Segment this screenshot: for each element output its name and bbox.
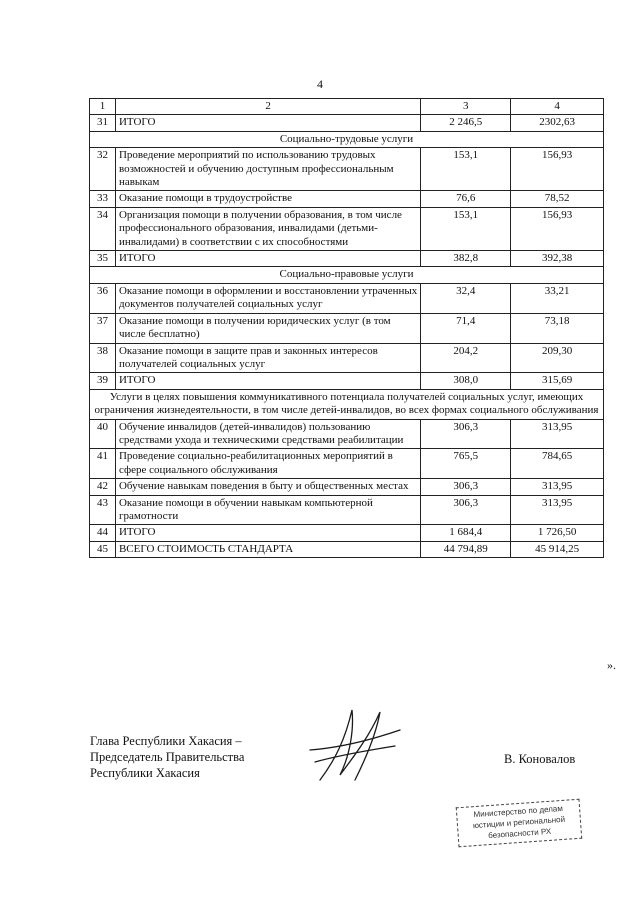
service-name: Оказание помощи в получении юридических услуг (в том числе бесплатно) [115,313,420,343]
cost-table [89,98,604,558]
closing-quote: ». [607,658,616,672]
cost-value-col4: 1 726,50 [511,525,604,541]
cost-table-body [90,99,604,558]
table-row [90,419,604,449]
table-row [90,343,604,373]
signatory-title-line: Глава Республики Хакасия – [90,734,242,748]
row-number: 45 [90,541,116,557]
table-row [90,449,604,479]
stamp-line: юстиции и региональной [472,814,566,831]
registration-stamp [456,799,583,848]
service-name: ИТОГО [115,373,420,389]
table-row [90,191,604,207]
table-row [90,251,604,267]
table-row [90,541,604,557]
section-heading-row [90,267,604,283]
handwritten-signature [300,700,410,790]
stamp-line: Министерство по делам [473,803,564,820]
service-name: Оказание помощи в оформлении и восстановлении утраченных документов получателей социальных услуг [115,283,420,313]
row-number: 33 [90,191,116,207]
cost-value-col4: 313,95 [511,495,604,525]
service-name: Проведение социально-реабилитационных мероприятий в сфере социального обслуживания [115,449,420,479]
row-number: 44 [90,525,116,541]
row-number: 43 [90,495,116,525]
row-number: 34 [90,207,116,250]
cost-value-col3: 308,0 [421,373,511,389]
section-heading: Социально-правовые услуги [90,267,604,283]
table-row [90,373,604,389]
cost-value-col3: 1 684,4 [421,525,511,541]
header-col-4: 4 [511,99,604,115]
table-row [90,313,604,343]
row-number: 31 [90,115,116,131]
stamp-line: безопасности РХ [487,826,552,840]
service-name: Обучение навыкам поведения в быту и общественных местах [115,479,420,495]
row-number: 38 [90,343,116,373]
service-name: ВСЕГО СТОИМОСТЬ СТАНДАРТА [115,541,420,557]
signatory-title-line: Республики Хакасия [90,766,200,780]
row-number: 36 [90,283,116,313]
header-col-1: 1 [90,99,116,115]
cost-value-col4: 45 914,25 [511,541,604,557]
service-name: Оказание помощи в обучении навыкам компьютерной грамотности [115,495,420,525]
cost-value-col3: 153,1 [421,207,511,250]
service-name: ИТОГО [115,251,420,267]
service-name: Организация помощи в получении образования, в том числе профессионального образования, инвалидами (детьми-инвалидами) в соответствии с их способностями [115,207,420,250]
cost-value-col4: 2302,63 [511,115,604,131]
section-heading: Социально-трудовые услуги [90,131,604,147]
section-heading-row [90,389,604,419]
cost-value-col4: 209,30 [511,343,604,373]
cost-value-col4: 313,95 [511,479,604,495]
row-number: 39 [90,373,116,389]
cost-value-col3: 76,6 [421,191,511,207]
table-row [90,479,604,495]
row-number: 37 [90,313,116,343]
cost-value-col3: 2 246,5 [421,115,511,131]
row-number: 42 [90,479,116,495]
table-row [90,148,604,191]
cost-value-col4: 156,93 [511,207,604,250]
table-row [90,115,604,131]
service-name: Обучение инвалидов (детей-инвалидов) пользованию средствами ухода и техническими средствами реабилитации [115,419,420,449]
service-name: ИТОГО [115,115,420,131]
service-name: ИТОГО [115,525,420,541]
service-name: Проведение мероприятий по использованию трудовых возможностей и обучению доступным профессиональным навыкам [115,148,420,191]
cost-value-col4: 33,21 [511,283,604,313]
row-number: 40 [90,419,116,449]
table-row [90,495,604,525]
cost-value-col3: 204,2 [421,343,511,373]
cost-value-col3: 153,1 [421,148,511,191]
cost-value-col3: 32,4 [421,283,511,313]
cost-value-col4: 156,93 [511,148,604,191]
cost-value-col4: 313,95 [511,419,604,449]
cost-value-col3: 44 794,89 [421,541,511,557]
table-row [90,207,604,250]
row-number: 35 [90,251,116,267]
cost-value-col3: 765,5 [421,449,511,479]
table-row [90,283,604,313]
header-col-3: 3 [421,99,511,115]
table-header-row [90,99,604,115]
page-number: 4 [317,77,323,91]
cost-value-col4: 78,52 [511,191,604,207]
header-col-2: 2 [115,99,420,115]
service-name: Оказание помощи в защите прав и законных интересов получателей социальных услуг [115,343,420,373]
table-row [90,525,604,541]
signatory-name: В. Коновалов [504,752,576,766]
cost-value-col3: 306,3 [421,479,511,495]
section-heading: Услуги в целях повышения коммуникативного потенциала получателей социальных услуг, имеющих ограничения жизнедеятельности, в том числе детей-инвалидов, во всех формах социального обслуживания [90,389,604,419]
cost-value-col3: 382,8 [421,251,511,267]
signatory-title [90,733,244,781]
cost-value-col4: 315,69 [511,373,604,389]
signatory-title-line: Председатель Правительства [90,750,245,764]
cost-value-col4: 392,38 [511,251,604,267]
service-name: Оказание помощи в трудоустройстве [115,191,420,207]
cost-value-col3: 306,3 [421,495,511,525]
cost-value-col3: 71,4 [421,313,511,343]
cost-value-col3: 306,3 [421,419,511,449]
row-number: 32 [90,148,116,191]
row-number: 41 [90,449,116,479]
cost-value-col4: 784,65 [511,449,604,479]
cost-value-col4: 73,18 [511,313,604,343]
section-heading-row [90,131,604,147]
